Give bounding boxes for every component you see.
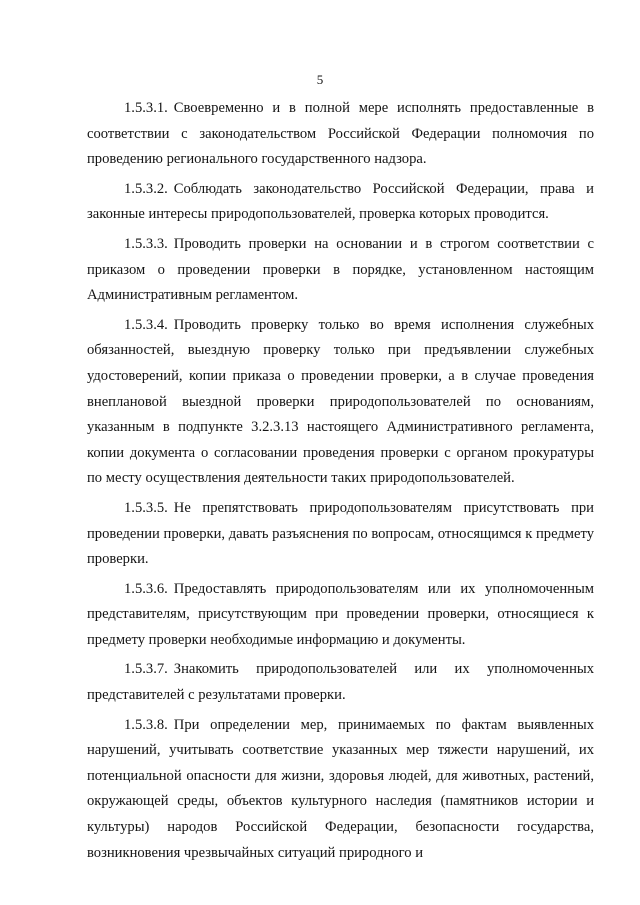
paragraph-1-5-3-3 xyxy=(87,232,594,309)
clause-number: 1.5.3.5. xyxy=(124,499,168,516)
paragraph-1-5-3-6 xyxy=(87,577,594,654)
clause-text: Предоставлять природопользователям или их уполномоченным представителям, присутствующим при проведении проверки, относящиеся к предмету проверки необходимые информацию и документы. xyxy=(87,580,594,648)
clause-number: 1.5.3.7. xyxy=(124,661,168,678)
clause-text: При определении мер, принимаемых по фактам выявленных нарушений, учитывать соответствие указанных мер тяжести нарушений, их потенциальной опасности для жизни, здоровья людей, для животных, растений, окружающей среды, объектов культурного наследия (памятников истории и культуры) народов Российской Федерации, безопасности государства, возникновения чрезвычайных ситуаций природного и xyxy=(87,716,594,861)
clause-number: 1.5.3.1. xyxy=(124,100,168,116)
clause-number: 1.5.3.3. xyxy=(124,235,168,252)
clause-text: Проводить проверку только во время исполнения служебных обязанностей, выездную проверку только при предъявлении служебных удостоверений, копии приказа о проведении проверки, а в случае проведения внеплановой выездной проверки природопользователей по основаниям, указанным в подпункте 3.2.3.13 настоящего Административного регламента, копии документа о согласовании проведения проверки с органом прокуратуры по месту осуществления деятельности таких природопользователей. xyxy=(87,316,594,487)
clause-text: Проводить проверки на основании и в строгом соответствии с приказом о проведении проверки в порядке, установленном настоящим Административным регламентом. xyxy=(87,235,594,304)
clause-number: 1.5.3.6. xyxy=(124,580,168,597)
paragraph-1-5-3-7 xyxy=(87,657,594,708)
paragraph-1-5-3-1 xyxy=(87,96,594,173)
clause-number: 1.5.3.2. xyxy=(124,180,168,197)
paragraph-1-5-3-8 xyxy=(87,713,594,867)
clause-text: Знакомить природопользователей или их уполномоченных представителей с результатами проверки. xyxy=(87,661,594,704)
clause-text: Соблюдать законодательство Российской Федерации, права и законные интересы природопользователей, проверка которых проводится. xyxy=(87,180,594,223)
clause-text: Не препятствовать природопользователям присутствовать при проведении проверки, давать разъяснения по вопросам, относящимся к предмету проверки. xyxy=(87,499,594,568)
clause-number: 1.5.3.8. xyxy=(124,716,168,733)
paragraph-1-5-3-2 xyxy=(87,177,594,228)
paragraph-1-5-3-5 xyxy=(87,496,594,573)
clause-text: Своевременно и в полной мере исполнять предоставленные в соответствии с законодательством Российской Федерации полномочия по проведению регионального государственного надзора. xyxy=(87,100,594,168)
clause-number: 1.5.3.4. xyxy=(124,316,168,333)
document-body xyxy=(87,96,594,870)
paragraph-1-5-3-4 xyxy=(87,313,594,492)
page-number: 5 xyxy=(316,72,324,87)
